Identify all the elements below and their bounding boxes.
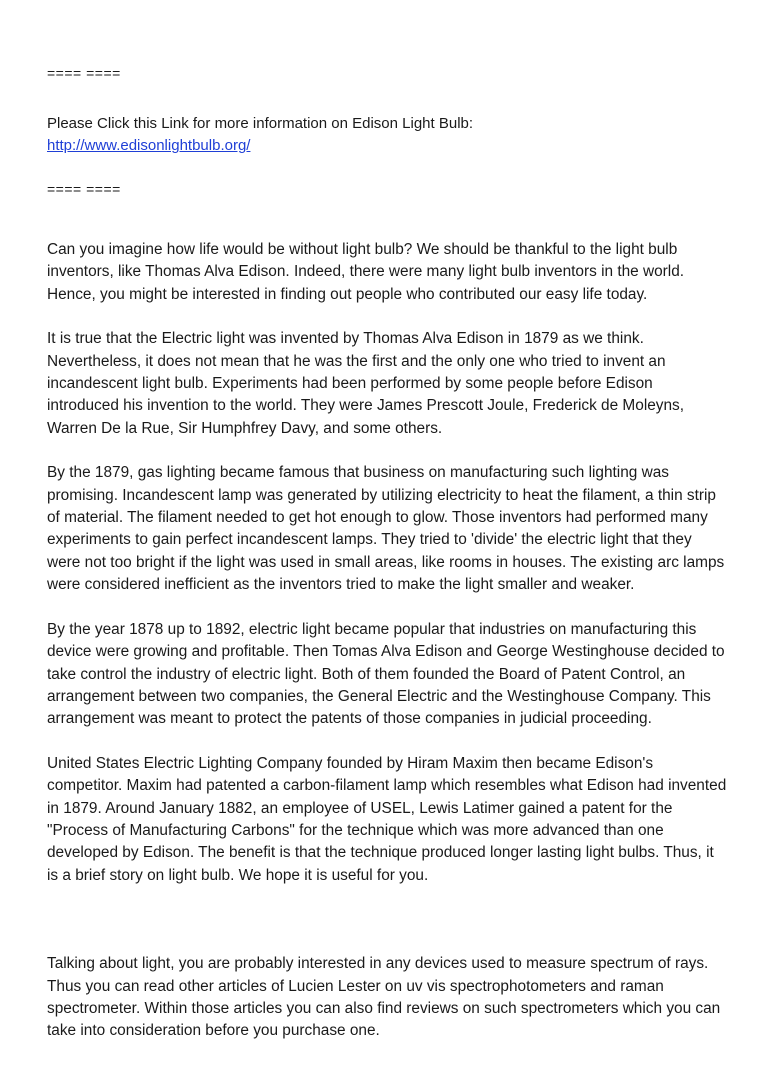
paragraph-4: By the year 1878 up to 1892, electric light became popular that industries on manufacturing this device were growing and profitable. Then Tomas Alva Edison and George Westinghouse decided to take control the industry of electric light. Both of them founded the Board of Patent Control, an arrangement between two companies, the General Electric and the Westinghouse Company. This arrangement was meant to protect the patents of those companies in judicial proceeding. <box>47 620 725 728</box>
separator-top: ==== ==== <box>47 65 121 81</box>
paragraph-3: By the 1879, gas lighting became famous that business on manufacturing such lighting was promising. Incandescent lamp was generated by utilizing electricity to heat the filament, a thin strip of material. The filament needed to get hot enough to glow. Those inventors had performed many experiments to gain perfect incandescent lamps. They tried to 'divide' the electric light that they were not too bright if the light was used in small areas, like rooms in houses. The existing arc lamps were considered inefficient as the inventors tried to make the light smaller and weaker. <box>47 464 725 594</box>
promo-text: Please Click this Link for more information on Edison Light Bulb: <box>47 115 474 132</box>
paragraph-1: Can you imagine how life would be without light bulb? We should be thankful to the light bulb inventors, like Thomas Alva Edison. Indeed, there were many light bulb inventors in the world. Hence, you might be interested in finding out people who contributed our easy life today. <box>47 241 685 303</box>
edison-link[interactable]: http://www.edisonlightbulb.org/ <box>47 137 251 154</box>
closing-paragraph: Talking about light, you are probably interested in any devices used to measure spectrum of rays. Thus you can read other articles of Lucien Lester on uv vis spectrophotometers and raman spectrometer. Within those articles you can also find reviews on such spectrometers which you can take into consideration before you purchase one. <box>47 955 721 1040</box>
paragraph-2: It is true that the Electric light was invented by Thomas Alva Edison in 1879 as we think. Nevertheless, it does not mean that he was the first and the only one who tried to invent an incandescent light bulb. Experiments had been performed by some people before Edison introduced his invention to the world. They were James Prescott Joule, Frederick de Moleyns, Warren De la Rue, Sir Humphfrey Davy, and some others. <box>47 330 685 437</box>
separator-bottom: ==== ==== <box>47 181 121 197</box>
document-page <box>47 62 727 1043</box>
paragraph-5: United States Electric Lighting Company founded by Hiram Maxim then became Edison's competitor. Maxim had patented a carbon-filament lamp which resembles what Edison had invented in 1879. Around January 1882, an employee of USEL, Lewis Latimer gained a patent for the "Process of Manufacturing Carbons" for the technique which was more advanced than one developed by Edison. The benefit is that the technique produced longer lasting light bulbs. Thus, it is a brief story on light bulb. We hope it is useful for you. <box>47 754 727 884</box>
